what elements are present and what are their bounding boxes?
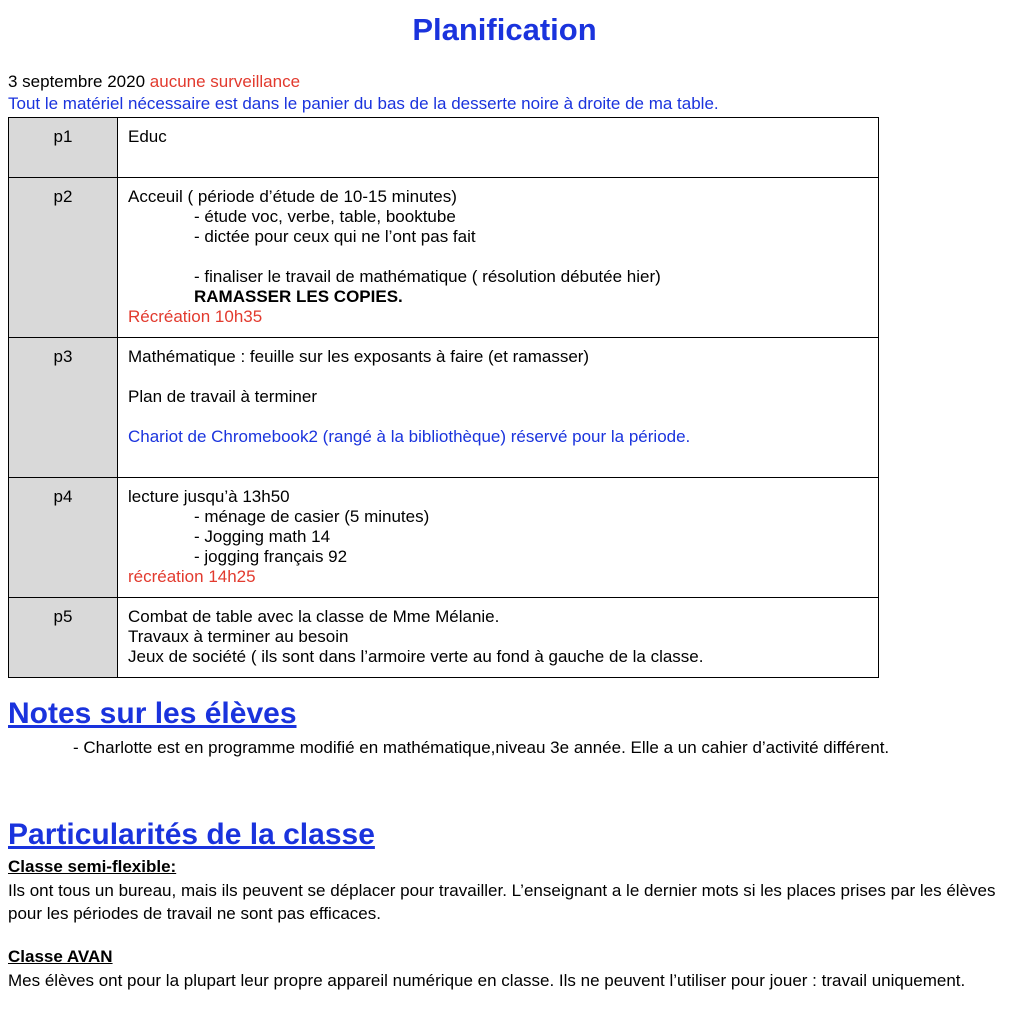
material-note: Tout le matériel nécessaire est dans le panier du bas de la desserte noire à droite de ma table. — [8, 94, 719, 113]
content-line: - étude voc, verbe, table, booktube — [194, 207, 456, 226]
content-line: Educ — [128, 127, 167, 146]
semi-flexible-text: Ils ont tous un bureau, mais ils peuvent se déplacer pour travailler. L’enseignant a le dernier mots si les places prises par les élèves pour les périodes de travail ne sont pas efficaces. — [8, 881, 996, 923]
period-content — [118, 338, 879, 478]
content-line: lecture jusqu’à 13h50 — [128, 487, 290, 506]
content-line: Plan de travail à terminer — [128, 387, 317, 406]
content-line: - ménage de casier (5 minutes) — [194, 507, 430, 526]
table-row — [9, 598, 879, 678]
period-label: p5 — [9, 598, 118, 678]
period-content — [118, 118, 879, 178]
content-line: Travaux à terminer au besoin — [128, 627, 349, 646]
semi-flexible-title: Classe semi-flexible: — [8, 857, 177, 876]
avan-title: Classe AVAN — [8, 947, 113, 966]
content-line: - Jogging math 14 — [194, 527, 331, 546]
table-row — [9, 478, 879, 598]
schedule-table — [8, 117, 879, 678]
table-row — [9, 338, 879, 478]
class-heading[interactable]: Particularités de la classe — [8, 818, 375, 851]
content-line: - finaliser le travail de mathématique ( résolution débutée hier) — [194, 267, 661, 286]
table-row — [9, 178, 879, 338]
period-label: p4 — [9, 478, 118, 598]
page-title: Planification — [412, 12, 597, 47]
content-line: RAMASSER LES COPIES. — [194, 287, 403, 306]
date-line — [8, 72, 300, 92]
surveillance-note: aucune surveillance — [149, 72, 301, 91]
table-row — [9, 118, 879, 178]
content-line: Chariot de Chromebook2 (rangé à la bibliothèque) réservé pour la période. — [128, 427, 691, 446]
content-line: Mathématique : feuille sur les exposants à faire (et ramasser) — [128, 347, 590, 366]
recess-note: Récréation 10h35 — [128, 307, 263, 326]
recess-note: récréation 14h25 — [128, 567, 256, 586]
content-line: Jeux de société ( ils sont dans l’armoire verte au fond à gauche de la classe. — [128, 647, 704, 666]
content-line: - dictée pour ceux qui ne l’ont pas fait — [194, 227, 476, 246]
notes-heading[interactable]: Notes sur les élèves — [8, 697, 297, 730]
student-note: - Charlotte est en programme modifié en mathématique,niveau 3e année. Elle a un cahier d’activité différent. — [73, 738, 890, 757]
date: 3 septembre 2020 — [8, 72, 146, 91]
period-label: p2 — [9, 178, 118, 338]
period-content — [118, 178, 879, 338]
period-content — [118, 598, 879, 678]
content-line: Acceuil ( période d’étude de 10-15 minutes) — [128, 187, 457, 206]
period-label: p3 — [9, 338, 118, 478]
avan-text: Mes élèves ont pour la plupart leur propre appareil numérique en classe. Ils ne peuvent l’utiliser pour jouer : travail uniquement. — [8, 971, 966, 990]
content-line: Combat de table avec la classe de Mme Mélanie. — [128, 607, 500, 626]
content-line: - jogging français 92 — [194, 547, 348, 566]
period-content — [118, 478, 879, 598]
period-label: p1 — [9, 118, 118, 178]
